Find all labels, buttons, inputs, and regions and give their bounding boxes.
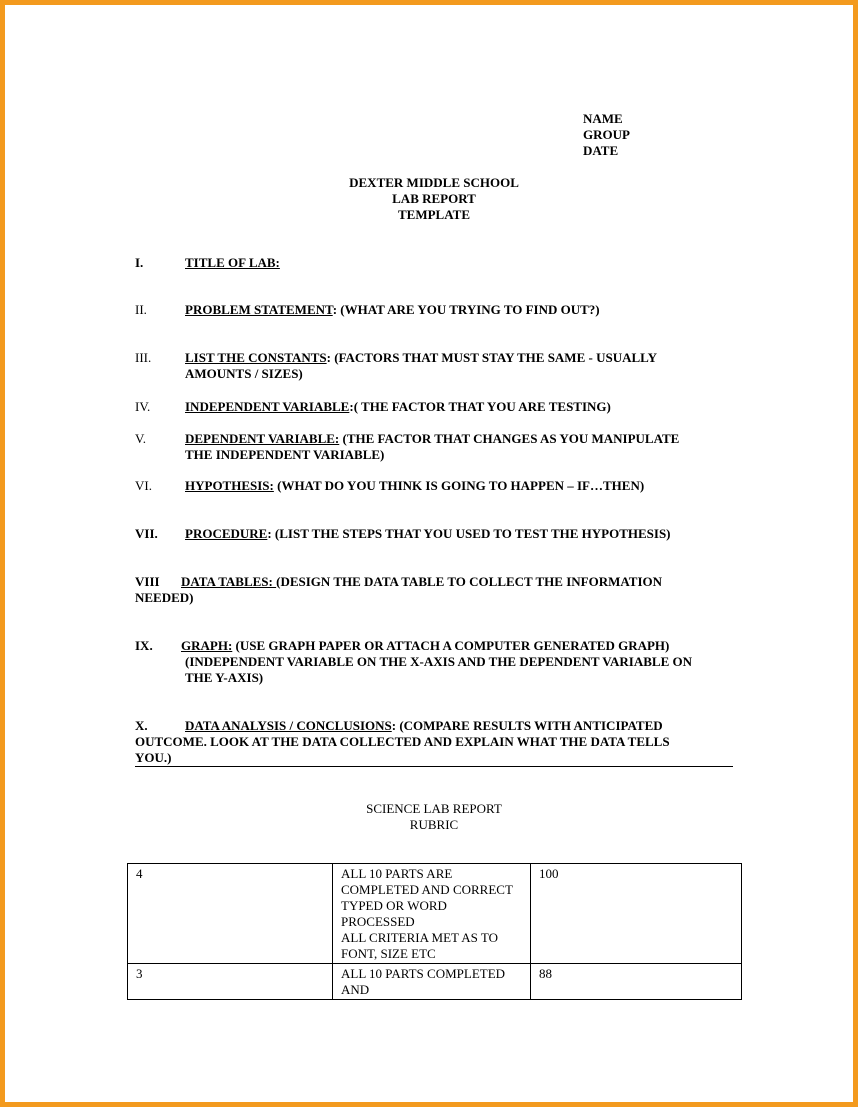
section-text: (WHAT DO YOU THINK IS GOING TO HAPPEN – IF…THEN) bbox=[273, 478, 645, 493]
horizontal-divider bbox=[135, 766, 733, 767]
criteria-line: COMPLETED AND CORRECT bbox=[341, 882, 513, 897]
section-independent-variable bbox=[185, 399, 745, 415]
section-number: V. bbox=[135, 431, 146, 446]
criteria-line: AND bbox=[341, 982, 370, 997]
rubric-title-line-2: RUBRIC bbox=[409, 817, 459, 832]
section-text: :( THE FACTOR THAT YOU ARE TESTING) bbox=[349, 399, 611, 414]
section-number: I. bbox=[135, 255, 144, 270]
section-text-line-3: THE Y-AXIS) bbox=[185, 670, 264, 685]
section-hypothesis bbox=[185, 478, 745, 494]
rubric-points: 88 bbox=[531, 964, 742, 1000]
date-label: DATE bbox=[583, 143, 619, 158]
section-text: : (COMPARE RESULTS WITH ANTICIPATED bbox=[391, 718, 663, 733]
section-constants bbox=[185, 350, 745, 382]
section-number: IV. bbox=[135, 399, 151, 414]
section-label: INDEPENDENT VARIABLE bbox=[185, 399, 350, 414]
table-row bbox=[128, 964, 742, 1000]
section-label: PROCEDURE bbox=[185, 526, 268, 541]
section-text: : (LIST THE STEPS THAT YOU USED TO TEST THE HYPOTHESIS) bbox=[267, 526, 671, 541]
section-number: VII. bbox=[135, 526, 158, 541]
table-row bbox=[128, 864, 742, 964]
section-label: DATA ANALYSIS / CONCLUSIONS bbox=[185, 718, 392, 733]
criteria-line: TYPED OR WORD bbox=[341, 898, 447, 913]
section-problem-statement bbox=[185, 302, 745, 318]
rubric-title-line-1: SCIENCE LAB REPORT bbox=[366, 801, 502, 816]
rubric-criteria bbox=[333, 864, 531, 964]
section-number: IX. bbox=[135, 638, 153, 653]
section-text-line-3: YOU.) bbox=[135, 750, 172, 765]
section-label: PROBLEM STATEMENT bbox=[185, 302, 333, 317]
title-line-3: TEMPLATE bbox=[398, 207, 470, 222]
section-text: (USE GRAPH PAPER OR ATTACH A COMPUTER GENERATED GRAPH) bbox=[232, 638, 670, 653]
section-text-line-2: AMOUNTS / SIZES) bbox=[185, 366, 303, 381]
document-title bbox=[5, 175, 858, 223]
section-text-line-2: NEEDED) bbox=[135, 590, 194, 605]
section-text-line-2: THE INDEPENDENT VARIABLE) bbox=[185, 447, 385, 462]
section-number: X. bbox=[135, 718, 148, 733]
section-label: HYPOTHESIS: bbox=[185, 478, 274, 493]
title-line-1: DEXTER MIDDLE SCHOOL bbox=[349, 175, 519, 190]
section-graph bbox=[181, 638, 741, 686]
rubric-points: 100 bbox=[531, 864, 742, 964]
section-procedure bbox=[185, 526, 745, 542]
student-info-block bbox=[583, 111, 630, 159]
section-dependent-variable bbox=[185, 431, 745, 463]
section-text-line-2: OUTCOME. LOOK AT THE DATA COLLECTED AND EXPLAIN WHAT THE DATA TELLS bbox=[135, 734, 670, 749]
criteria-line: PROCESSED bbox=[341, 914, 415, 929]
rubric-score: 4 bbox=[128, 864, 333, 964]
section-label: DEPENDENT VARIABLE: bbox=[185, 431, 340, 446]
section-number: VIII bbox=[135, 574, 160, 589]
section-label: DATA TABLES: bbox=[181, 574, 277, 589]
section-number: III. bbox=[135, 350, 152, 365]
criteria-line: ALL 10 PARTS COMPLETED bbox=[341, 966, 506, 981]
rubric-table bbox=[127, 863, 742, 1000]
title-line-2: LAB REPORT bbox=[392, 191, 476, 206]
rubric-criteria bbox=[333, 964, 531, 1000]
section-text: : (WHAT ARE YOU TRYING TO FIND OUT?) bbox=[332, 302, 600, 317]
criteria-line: ALL CRITERIA MET AS TO bbox=[341, 930, 498, 945]
section-label: LIST THE CONSTANTS bbox=[185, 350, 327, 365]
section-title-of-lab bbox=[185, 255, 745, 271]
name-label: NAME bbox=[583, 111, 623, 126]
section-text: : (FACTORS THAT MUST STAY THE SAME - USUALLY bbox=[326, 350, 658, 365]
rubric-title bbox=[5, 801, 858, 833]
section-text: (DESIGN THE DATA TABLE TO COLLECT THE INFORMATION bbox=[276, 574, 663, 589]
section-data-tables bbox=[135, 574, 735, 606]
rubric-score: 3 bbox=[128, 964, 333, 1000]
section-text-line-2: (INDEPENDENT VARIABLE ON THE X-AXIS AND THE DEPENDENT VARIABLE ON bbox=[185, 654, 693, 669]
section-number: II. bbox=[135, 302, 147, 317]
section-label: GRAPH: bbox=[181, 638, 233, 653]
section-text: (THE FACTOR THAT CHANGES AS YOU MANIPULATE bbox=[339, 431, 680, 446]
section-data-analysis bbox=[135, 718, 735, 766]
criteria-line: ALL 10 PARTS ARE bbox=[341, 866, 453, 881]
criteria-line: FONT, SIZE ETC bbox=[341, 946, 436, 961]
section-label: TITLE OF LAB: bbox=[185, 255, 280, 270]
section-number: VI. bbox=[135, 478, 152, 493]
group-label: GROUP bbox=[583, 127, 630, 142]
